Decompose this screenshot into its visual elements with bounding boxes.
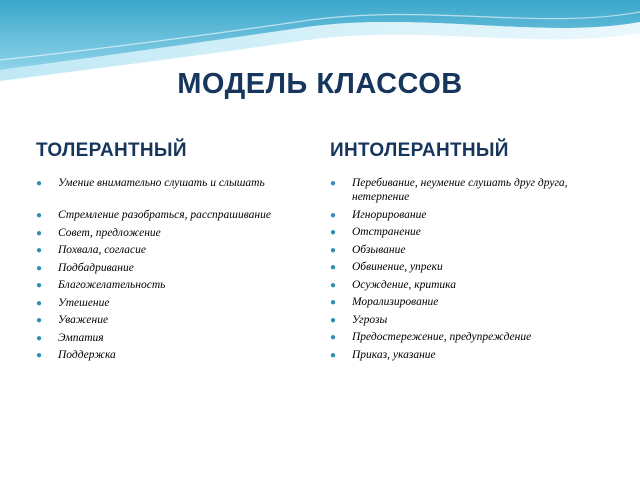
list-item (36, 243, 308, 257)
list-item-text: Предостережение, предупреждение (352, 331, 532, 343)
bullet-icon: ● (330, 227, 337, 238)
list-item-text: Перебивание, неумение слушать друг друга, нетерпение (352, 177, 568, 203)
bullet-icon: ● (330, 178, 337, 189)
intolerant-column (330, 140, 614, 365)
list-item (36, 296, 308, 310)
list-item (36, 331, 308, 345)
list-item-text: Умение внимательно слушать и слышать (58, 177, 265, 189)
list-item (330, 330, 614, 344)
list-item (36, 208, 308, 222)
list-item (330, 243, 614, 257)
list-item (330, 348, 614, 362)
list-item (36, 226, 308, 240)
bullet-icon: ● (36, 332, 43, 344)
bullet-icon: ● (36, 297, 43, 309)
tolerant-heading: ТОЛЕРАНТНЫЙ (36, 140, 187, 161)
bullet-icon: ● (36, 280, 43, 291)
bullet-icon: ● (330, 262, 337, 273)
list-item (36, 348, 308, 362)
list-item-text: Поддержка (58, 349, 116, 361)
list-item-text: Осуждение, критика (352, 278, 456, 291)
list-item-text: Уважение (58, 314, 109, 326)
list-item (36, 176, 308, 190)
list-item (330, 260, 614, 274)
list-item-text: Морализирование (352, 296, 439, 308)
bullet-icon: ● (36, 227, 43, 239)
bullet-icon: ● (36, 178, 43, 189)
bullet-icon: ● (330, 279, 337, 291)
intolerant-list (330, 176, 614, 362)
tolerant-list (36, 176, 308, 362)
bullet-icon: ● (330, 314, 337, 326)
list-item-text: Отстранение (352, 226, 421, 238)
list-item-text: Совет, предложение (58, 226, 161, 239)
tolerant-column (36, 140, 308, 366)
slide-title: МОДЕЛЬ КЛАССОВ (177, 68, 463, 100)
list-item (36, 278, 308, 292)
list-item-text: Обзывание (352, 243, 406, 256)
list-item-text: Похвала, согласие (58, 244, 147, 256)
intolerant-heading: ИНТОЛЕРАНТНЫЙ (330, 140, 509, 161)
bullet-icon: ● (36, 262, 43, 274)
bullet-icon: ● (36, 210, 43, 221)
bullet-icon: ● (36, 245, 43, 256)
list-item-text: Благожелательность (58, 279, 166, 291)
bullet-icon: ● (330, 297, 337, 308)
list-item (36, 261, 308, 275)
list-item (330, 225, 614, 239)
bullet-icon: ● (36, 315, 43, 326)
list-item-text: Угрозы (352, 313, 388, 326)
list-item (330, 176, 614, 204)
bullet-icon: ● (330, 244, 337, 256)
bullet-icon: ● (330, 349, 337, 361)
list-item (330, 295, 614, 309)
bullet-icon: ● (330, 332, 337, 343)
bullet-icon: ● (36, 350, 43, 361)
list-item-text: Игнорирование (352, 208, 427, 221)
list-item-text: Эмпатия (58, 331, 104, 344)
list-item-text: Утешение (58, 296, 110, 309)
list-item (36, 313, 308, 327)
list-item-text: Обвинение, упреки (352, 261, 443, 273)
list-item (330, 208, 614, 222)
bullet-icon: ● (330, 209, 337, 221)
list-item-text: Приказ, указание (352, 348, 436, 361)
list-item-text: Подбадривание (58, 261, 134, 274)
list-item (330, 278, 614, 292)
list-item (330, 313, 614, 327)
list-item-text: Стремление разобраться, расспрашивание (58, 209, 271, 221)
